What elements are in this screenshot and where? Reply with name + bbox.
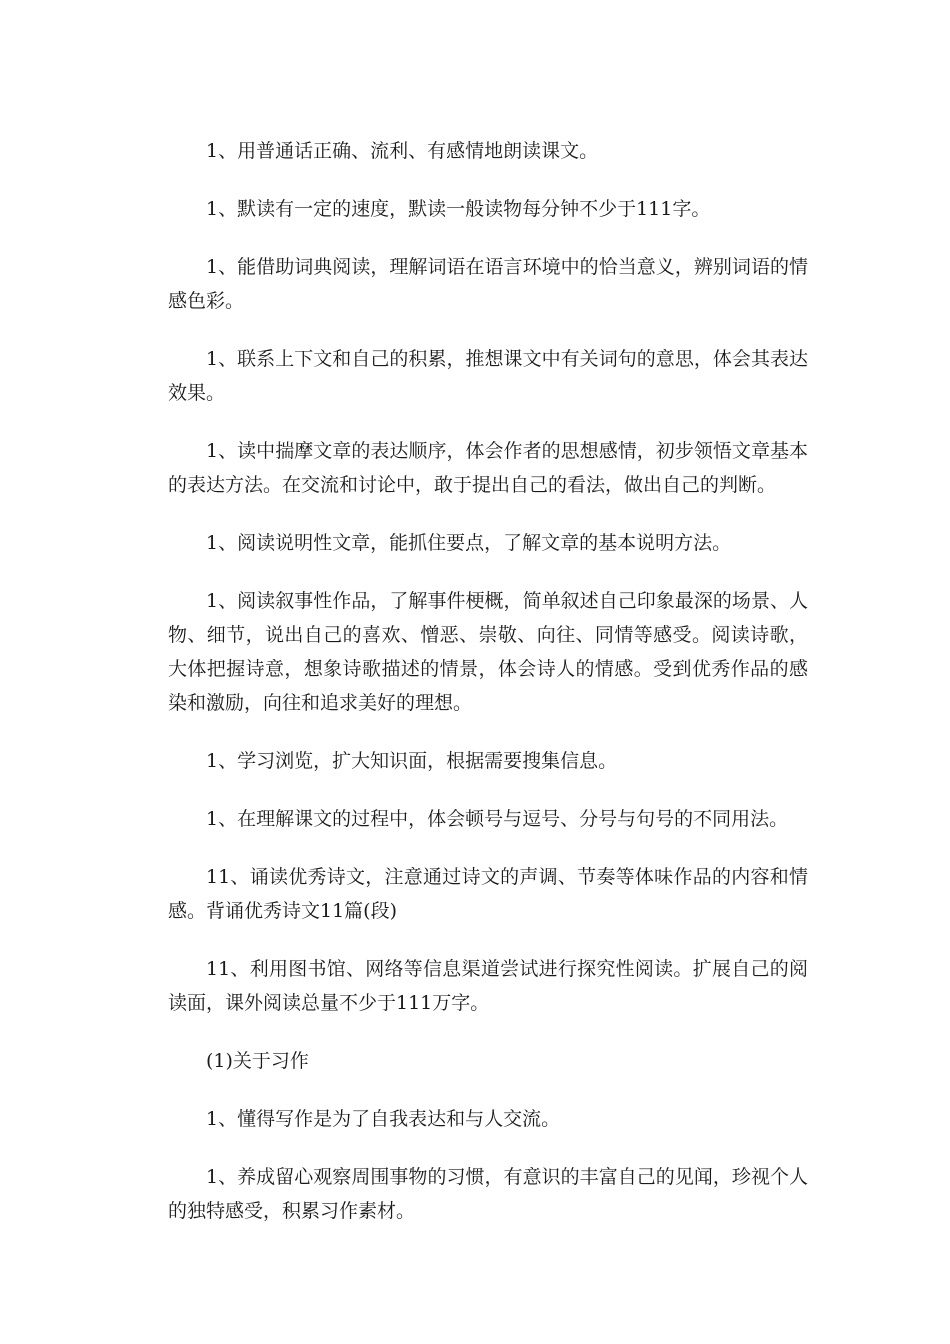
paragraph-10: 11、诵读优秀诗文，注意通过诗文的声调、节奏等体味作品的内容和情感。背诵优秀诗文11篇(段)	[168, 866, 808, 922]
paragraph-8: 1、学习浏览，扩大知识面，根据需要搜集信息。	[206, 750, 618, 772]
paragraph-5: 1、读中揣摩文章的表达顺序，体会作者的思想感情，初步领悟文章基本的表达方法。在交流和讨论中，敢于提出自己的看法，做出自己的判断。	[168, 440, 808, 496]
paragraph-6: 1、阅读说明性文章，能抓住要点，了解文章的基本说明方法。	[206, 532, 732, 554]
paragraph-3: 1、能借助词典阅读，理解词语在语言环境中的恰当意义，辨别词语的情感色彩。	[168, 256, 808, 312]
document-body	[168, 134, 808, 1252]
paragraph-9: 1、在理解课文的过程中，体会顿号与逗号、分号与句号的不同用法。	[206, 808, 789, 830]
paragraph-12: 1、懂得写作是为了自我表达和与人交流。	[206, 1108, 561, 1130]
paragraph-1: 1、用普通话正确、流利、有感情地朗读课文。	[206, 140, 599, 162]
paragraph-4: 1、联系上下文和自己的积累，推想课文中有关词句的意思，体会其表达效果。	[168, 348, 808, 404]
paragraph-2: 1、默读有一定的速度，默读一般读物每分钟不少于111字。	[206, 198, 711, 220]
paragraph-7: 1、阅读叙事性作品，了解事件梗概，简单叙述自己印象最深的场景、人物、细节，说出自己的喜欢、憎恶、崇敬、向往、同情等感受。阅读诗歌，大体把握诗意，想象诗歌描述的情景，体会诗人的情感。受到优秀作品的感染和激励，向往和追求美好的理想。	[168, 590, 808, 714]
section-heading-writing: (1)关于习作	[206, 1050, 309, 1072]
paragraph-11: 11、利用图书馆、网络等信息渠道尝试进行探究性阅读。扩展自己的阅读面，课外阅读总量不少于111万字。	[168, 958, 808, 1014]
paragraph-13: 1、养成留心观察周围事物的习惯，有意识的丰富自己的见闻，珍视个人的独特感受，积累习作素材。	[168, 1166, 808, 1222]
